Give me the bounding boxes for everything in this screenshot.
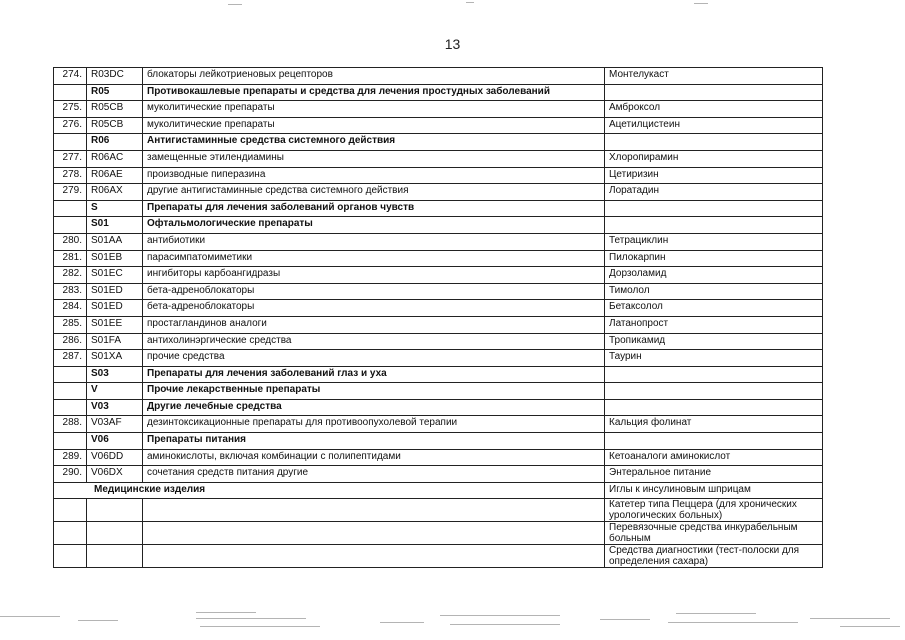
table-row <box>54 466 823 483</box>
row-number: 276. <box>54 117 87 134</box>
table-row <box>54 333 823 350</box>
group-description: замещенные этилендиамины <box>143 150 605 167</box>
row-number: 289. <box>54 449 87 466</box>
row-number <box>54 433 87 450</box>
drug-name: Цетиризин <box>605 167 823 184</box>
row-number: 281. <box>54 250 87 267</box>
atc-code: S01EC <box>87 267 143 284</box>
section-header-row <box>54 217 823 234</box>
drug-list-table <box>53 67 823 568</box>
drug-name <box>605 399 823 416</box>
atc-code: S01EB <box>87 250 143 267</box>
section-title: Препараты питания <box>143 433 605 450</box>
drug-name: Таурин <box>605 350 823 367</box>
atc-code: S01 <box>87 217 143 234</box>
section-title: Офтальмологические препараты <box>143 217 605 234</box>
row-number: 279. <box>54 184 87 201</box>
drug-name: Тимолол <box>605 283 823 300</box>
atc-code: V <box>87 383 143 400</box>
row-number <box>54 399 87 416</box>
atc-code: S01AA <box>87 233 143 250</box>
section-header-row <box>54 399 823 416</box>
atc-code: R06AC <box>87 150 143 167</box>
group-description: бета-адреноблокаторы <box>143 300 605 317</box>
drug-name: Тетрациклин <box>605 233 823 250</box>
table-row <box>54 350 823 367</box>
row-number: 275. <box>54 101 87 118</box>
atc-code: S01ED <box>87 300 143 317</box>
table-row <box>54 545 823 568</box>
group-description: антибиотики <box>143 233 605 250</box>
medical-devices-section <box>54 482 823 568</box>
atc-code: R05CB <box>87 101 143 118</box>
drug-name: Тропикамид <box>605 333 823 350</box>
device-item: Катетер типа Пеццера (для хронических урологических больных) <box>605 499 823 522</box>
devices-header-row <box>54 482 823 499</box>
group-description: ингибиторы карбоангидразы <box>143 267 605 284</box>
row-number: 277. <box>54 150 87 167</box>
table-row <box>54 316 823 333</box>
drug-name: Ацетилцистеин <box>605 117 823 134</box>
drug-name: Кальция фолинат <box>605 416 823 433</box>
scan-artifact-bottom <box>0 604 905 640</box>
group-description: антихолинэргические средства <box>143 333 605 350</box>
table-row <box>54 499 823 522</box>
atc-code: S01XA <box>87 350 143 367</box>
atc-code: V06DX <box>87 466 143 483</box>
table-row <box>54 449 823 466</box>
section-header-row <box>54 366 823 383</box>
row-number: 288. <box>54 416 87 433</box>
group-description: прочие средства <box>143 350 605 367</box>
atc-code: S01FA <box>87 333 143 350</box>
atc-code: V03AF <box>87 416 143 433</box>
group-description: парасимпатомиметики <box>143 250 605 267</box>
drug-name: Латанопрост <box>605 316 823 333</box>
row-number: 285. <box>54 316 87 333</box>
drug-name: Дорзоламид <box>605 267 823 284</box>
page-number: 13 <box>444 36 461 52</box>
atc-code: S <box>87 200 143 217</box>
row-number: 282. <box>54 267 87 284</box>
row-number <box>54 217 87 234</box>
drug-name: Кетоаналоги аминокислот <box>605 449 823 466</box>
group-description: производные пиперазина <box>143 167 605 184</box>
table-row <box>54 117 823 134</box>
section-header-row <box>54 84 823 101</box>
drug-name: Бетаксолол <box>605 300 823 317</box>
table-row <box>54 267 823 284</box>
drug-name: Амброксол <box>605 101 823 118</box>
table-row <box>54 101 823 118</box>
row-number <box>54 366 87 383</box>
device-item: Иглы к инсулиновым шприцам <box>605 482 823 499</box>
drug-name: Монтелукаст <box>605 68 823 85</box>
drug-name <box>605 200 823 217</box>
drug-name <box>605 217 823 234</box>
section-title: Другие лечебные средства <box>143 399 605 416</box>
section-title: Антигистаминные средства системного действия <box>143 134 605 151</box>
table-row <box>54 250 823 267</box>
atc-code: R05 <box>87 84 143 101</box>
atc-code: S01ED <box>87 283 143 300</box>
table-row <box>54 184 823 201</box>
atc-code: R06AE <box>87 167 143 184</box>
row-number <box>54 200 87 217</box>
row-number: 284. <box>54 300 87 317</box>
drug-name: Лоратадин <box>605 184 823 201</box>
section-title: Противокашлевые препараты и средства для лечения простудных заболеваний <box>143 84 605 101</box>
atc-code: R05CB <box>87 117 143 134</box>
table-row <box>54 522 823 545</box>
table-row <box>54 416 823 433</box>
atc-code: R03DC <box>87 68 143 85</box>
section-title: Препараты для лечения заболеваний глаз и уха <box>143 366 605 383</box>
devices-label: Медицинские изделия <box>54 482 605 499</box>
table-body <box>54 68 823 483</box>
table-row <box>54 150 823 167</box>
drug-name <box>605 433 823 450</box>
group-description: муколитические препараты <box>143 101 605 118</box>
table-row <box>54 68 823 85</box>
atc-code: S03 <box>87 366 143 383</box>
group-description: аминокислоты, включая комбинации с полипептидами <box>143 449 605 466</box>
table-row <box>54 300 823 317</box>
row-number <box>54 84 87 101</box>
atc-code: V03 <box>87 399 143 416</box>
group-description: муколитические препараты <box>143 117 605 134</box>
table-row <box>54 167 823 184</box>
atc-code: V06DD <box>87 449 143 466</box>
device-item: Средства диагностики (тест-полоски для определения сахара) <box>605 545 823 568</box>
drug-name <box>605 366 823 383</box>
drug-name: Хлоропирамин <box>605 150 823 167</box>
group-description: простагландинов аналоги <box>143 316 605 333</box>
scan-artifact-top <box>0 0 905 8</box>
drug-name: Энтеральное питание <box>605 466 823 483</box>
row-number <box>54 383 87 400</box>
group-description: блокаторы лейкотриеновых рецепторов <box>143 68 605 85</box>
atc-code: R06AX <box>87 184 143 201</box>
group-description: бета-адреноблокаторы <box>143 283 605 300</box>
section-header-row <box>54 433 823 450</box>
group-description: другие антигистаминные средства системного действия <box>143 184 605 201</box>
section-header-row <box>54 200 823 217</box>
row-number: 278. <box>54 167 87 184</box>
section-header-row <box>54 134 823 151</box>
atc-code: S01EE <box>87 316 143 333</box>
drug-name <box>605 134 823 151</box>
row-number: 274. <box>54 68 87 85</box>
table-row <box>54 233 823 250</box>
row-number: 287. <box>54 350 87 367</box>
atc-code: V06 <box>87 433 143 450</box>
table-row <box>54 283 823 300</box>
drug-name <box>605 84 823 101</box>
drug-name <box>605 383 823 400</box>
drug-name: Пилокарпин <box>605 250 823 267</box>
row-number: 290. <box>54 466 87 483</box>
atc-code: R06 <box>87 134 143 151</box>
group-description: сочетания средств питания другие <box>143 466 605 483</box>
row-number: 280. <box>54 233 87 250</box>
row-number <box>54 134 87 151</box>
group-description: дезинтоксикационные препараты для противоопухолевой терапии <box>143 416 605 433</box>
row-number: 283. <box>54 283 87 300</box>
section-title: Прочие лекарственные препараты <box>143 383 605 400</box>
section-title: Препараты для лечения заболеваний органов чувств <box>143 200 605 217</box>
section-header-row <box>54 383 823 400</box>
device-item: Перевязочные средства инкурабельным больным <box>605 522 823 545</box>
row-number: 286. <box>54 333 87 350</box>
